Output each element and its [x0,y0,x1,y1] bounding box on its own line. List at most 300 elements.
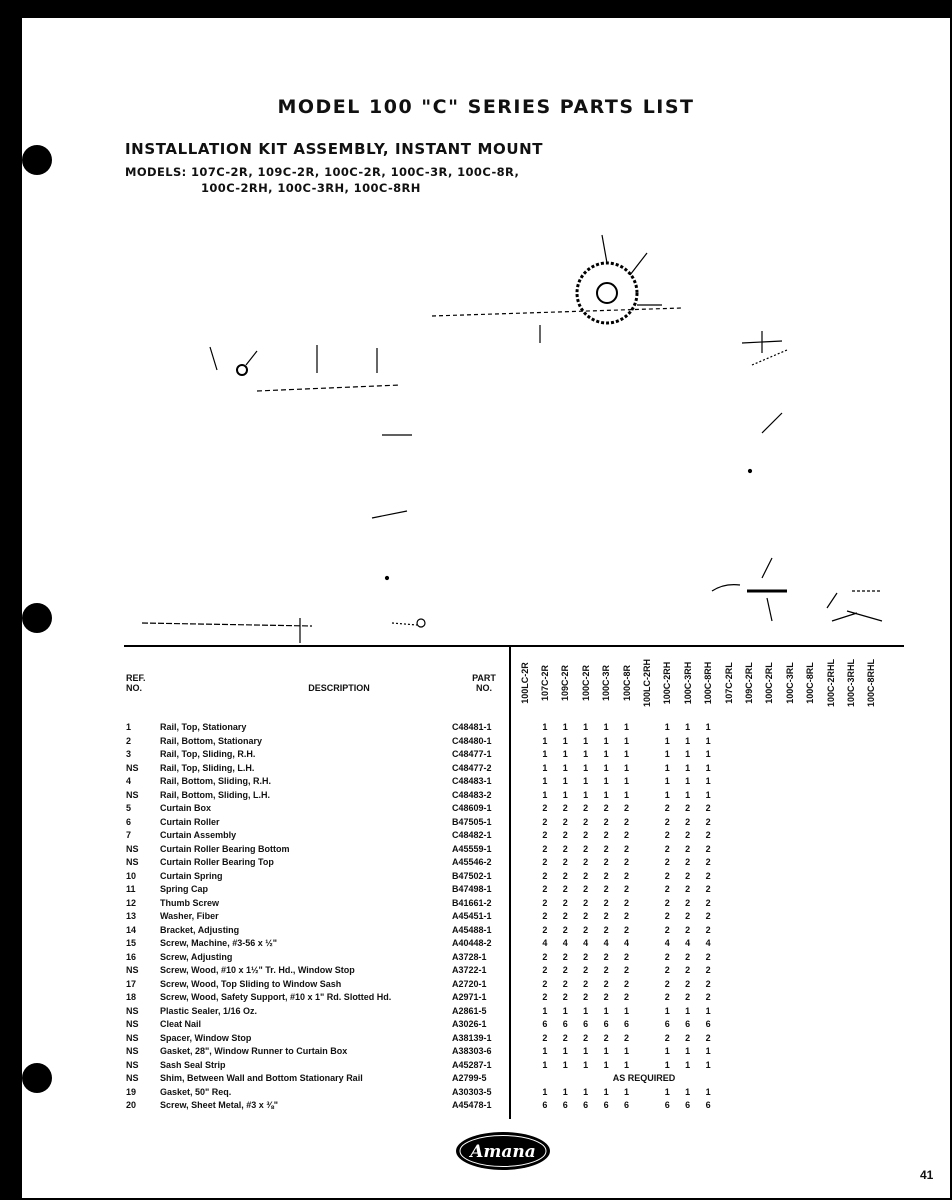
description-cell: Spring Cap [160,884,209,894]
quantity-cell: 1 [542,1046,548,1056]
quantity-cell: 2 [623,897,629,908]
quantity-cell: 1 [705,776,711,786]
quantity-cell: 1 [623,776,629,786]
table-row [124,1032,924,1046]
quantity-cell: 6 [705,1019,711,1029]
quantity-cell: 2 [664,965,670,975]
table-row [124,1086,924,1100]
description-cell: Spacer, Window Stop [160,1032,252,1043]
table-row [124,1072,924,1086]
description-cell: Screw, Machine, #3-56 x ½" [160,938,277,948]
description-cell: Curtain Spring [160,870,223,881]
part-no-cell: C48483-2 [452,789,492,800]
description-cell: Gasket, 50" Req. [160,1086,232,1097]
quantity-cell: 1 [685,762,691,773]
quantity-cell: 1 [685,722,691,732]
quantity-cell: 2 [664,911,670,921]
table-row [124,735,924,749]
ref-no-cell: 6 [126,816,132,827]
quantity-cell: 1 [603,1046,609,1056]
quantity-cell: 2 [603,884,609,894]
description-cell: Rail, Bottom, Sliding, R.H. [160,776,271,786]
models-line-2: 100C-2RH, 100C-3RH, 100C-8RH [201,181,421,195]
quantity-cell: 1 [623,1005,629,1016]
quantity-cell: 1 [664,1046,670,1056]
table-row [124,924,924,938]
quantity-cell: 2 [542,897,548,908]
part-no-cell: A2799-5 [452,1073,487,1083]
quantity-cell: 2 [562,911,568,921]
ref-no-cell: NS [126,1046,139,1056]
quantity-cell: 2 [623,803,629,813]
quantity-cell: 2 [623,951,629,962]
quantity-cell: 2 [562,884,568,894]
quantity-cell: 1 [623,789,629,800]
quantity-cell: 2 [705,803,711,813]
description-cell: Curtain Assembly [160,830,237,840]
quantity-cell: 2 [664,897,670,908]
quantity-cell: 2 [583,803,589,813]
quantity-cell: 2 [542,911,548,921]
ref-no-cell: 11 [126,884,136,894]
ref-no-cell: 12 [126,897,137,908]
quantity-cell: 2 [685,803,691,813]
quantity-cell: 2 [623,843,629,854]
table-row [124,721,924,735]
model-column-header: 100C-8RHL [866,658,877,708]
quantity-cell: 2 [603,843,609,854]
quantity-cell: 2 [685,843,691,854]
quantity-cell: 2 [562,843,568,854]
table-row [124,897,924,911]
quantity-cell: 1 [583,776,589,786]
part-no-cell: A2861-5 [452,1005,487,1016]
table-row [124,789,924,803]
quantity-cell: 4 [583,938,589,948]
model-column-header: 100LC-2RH [641,658,652,708]
table-row [124,964,924,978]
description-cell: Bracket, Adjusting [160,924,240,935]
quantity-cell: 2 [542,978,548,989]
quantity-cell: 2 [542,924,548,935]
quantity-cell: 1 [685,1046,691,1056]
quantity-cell: 6 [562,1019,568,1029]
part-no-cell: A45287-1 [452,1059,492,1070]
quantity-cell: 4 [685,938,691,948]
quantity-cell: 2 [664,1032,670,1043]
quantity-cell: 1 [623,722,629,732]
quantity-cell: 2 [685,816,691,827]
quantity-cell: 2 [603,951,609,962]
ref-no-cell: 3 [126,749,132,759]
quantity-cell: 2 [603,978,609,989]
quantity-cell: 2 [583,951,589,962]
quantity-cell: 6 [562,1100,568,1110]
models-list [125,164,519,196]
quantity-cell: 1 [583,1059,589,1070]
table-row [124,1018,924,1032]
quantity-cell: 2 [603,924,609,935]
quantity-cell: 2 [562,924,568,935]
quantity-cell: 2 [562,870,568,881]
quantity-cell: 2 [583,978,589,989]
quantity-cell: 1 [542,1005,548,1016]
quantity-cell: 2 [623,857,629,867]
quantity-cell: 2 [685,884,691,894]
quantity-cell: 1 [542,1086,548,1097]
ref-no-cell: NS [126,1032,139,1043]
quantity-cell: 1 [685,776,691,786]
exploded-view-diagram [122,213,922,643]
part-no-cell: A45559-1 [452,843,492,854]
description-cell: Curtain Roller Bearing Top [160,857,274,867]
quantity-cell: 2 [562,803,568,813]
ref-no-cell: NS [126,1005,139,1016]
ref-no-cell: 15 [126,938,137,948]
quantity-cell: 2 [685,924,691,935]
quantity-cell: 2 [705,897,711,908]
quantity-cell: 1 [583,1046,589,1056]
quantity-cell: 1 [685,1059,691,1070]
ref-no-cell: NS [126,1073,139,1083]
quantity-cell: 1 [685,1086,691,1097]
table-row [124,1005,924,1019]
ref-no-cell: 16 [126,951,137,962]
part-no-cell: C48477-1 [452,749,492,759]
part-no-cell: A3722-1 [452,965,487,975]
quantity-cell: 2 [542,884,548,894]
quantity-cell: 1 [542,722,548,732]
ref-no-cell: 1 [126,722,132,732]
quantity-cell: 1 [664,735,670,746]
quantity-cell: 2 [664,992,670,1002]
quantity-cell: 2 [705,978,711,989]
quantity-cell: 6 [705,1100,711,1110]
quantity-cell: 2 [664,870,670,881]
quantity-cell: 2 [705,992,711,1002]
quantity-cell: 1 [664,1086,670,1097]
quantity-cell: 2 [562,951,568,962]
table-row [124,870,924,884]
quantity-cell: 2 [685,897,691,908]
table-row [124,978,924,992]
quantity-cell: 1 [562,776,568,786]
ref-no-cell: NS [126,1019,139,1029]
part-no-cell: A3728-1 [452,951,487,962]
quantity-cell: 1 [623,1086,629,1097]
table-row [124,843,924,857]
quantity-cell: 2 [603,911,609,921]
model-column-header: 100C-3R [601,664,612,702]
table-top-rule [124,645,904,647]
ref-no-cell: 10 [126,870,137,881]
ref-no-cell: NS [126,965,139,975]
quantity-cell: 6 [603,1019,609,1029]
part-no-cell: A45546-2 [452,857,492,867]
page-title: MODEL 100 "C" SERIES PARTS LIST [277,96,695,118]
part-no-cell: A2971-1 [452,992,487,1002]
ref-no-cell: NS [126,762,139,773]
quantity-cell: 1 [603,776,609,786]
quantity-cell: 2 [603,1032,609,1043]
quantity-cell: 6 [685,1100,691,1110]
quantity-cell: 1 [542,1059,548,1070]
quantity-cell: 2 [664,978,670,989]
binder-hole-1 [22,145,52,175]
description-cell: Rail, Top, Stationary [160,722,247,732]
description-cell: Washer, Fiber [160,911,219,921]
description-cell: Cleat Nail [160,1019,202,1029]
part-no-cell: A45478-1 [452,1100,492,1110]
part-no-cell: A45451-1 [452,911,492,921]
model-column-header: 100C-8RL [805,662,816,704]
table-row [124,991,924,1005]
quantity-cell: 2 [562,857,568,867]
quantity-cell: 2 [542,870,548,881]
models-line-1: MODELS: 107C-2R, 109C-2R, 100C-2R, 100C-3R, 100C-8R, [125,165,520,179]
quantity-cell: 1 [583,722,589,732]
quantity-cell: 1 [705,1086,711,1097]
amana-logo [454,1130,552,1172]
quantity-cell: 2 [603,816,609,827]
model-column-header: 100C-3RL [784,662,795,704]
ref-no-cell: NS [126,843,139,854]
description-cell: Rail, Top, Sliding, L.H. [160,762,255,773]
quantity-cell: 4 [664,938,670,948]
description-header: DESCRIPTION [308,683,370,693]
table-row [124,816,924,830]
table-row [124,829,924,843]
quantity-cell: 2 [542,830,548,840]
quantity-cell: 1 [705,749,711,759]
quantity-cell: 2 [685,911,691,921]
description-cell: Screw, Adjusting [160,951,233,962]
quantity-cell: 2 [705,951,711,962]
quantity-cell: 2 [705,830,711,840]
quantity-cell: 1 [705,1005,711,1016]
ref-no-cell: 17 [126,978,137,989]
part-no-cell: B47505-1 [452,816,492,827]
model-column-header: 100C-8R [621,664,632,702]
quantity-cell: 2 [542,803,548,813]
quantity-cell: 1 [623,749,629,759]
ref-no-cell: NS [126,1059,139,1070]
quantity-cell: 1 [705,1046,711,1056]
parts-table [124,639,924,1119]
description-cell: Sash Seal Strip [160,1059,226,1070]
quantity-cell: 2 [603,830,609,840]
quantity-cell: 2 [583,1032,589,1043]
description-cell: Rail, Bottom, Stationary [160,735,263,746]
quantity-cell: 1 [705,762,711,773]
part-no-cell: A3026-1 [452,1019,487,1029]
quantity-cell: 2 [583,965,589,975]
quantity-cell: 6 [583,1019,589,1029]
quantity-cell: 2 [603,992,609,1002]
ref-no-cell: 13 [126,911,137,921]
quantity-cell: 1 [562,1059,568,1070]
quantity-cell: 1 [583,1005,589,1016]
part-no-cell: A45488-1 [452,924,492,935]
quantity-cell: 1 [623,762,629,773]
quantity-cell: 1 [664,762,670,773]
ref-no-cell: 5 [126,803,132,813]
quantity-cell: 1 [583,1086,589,1097]
quantity-cell: 2 [603,897,609,908]
quantity-cell: 2 [664,951,670,962]
quantity-cell: 6 [664,1019,670,1029]
quantity-cell: 6 [542,1019,548,1029]
quantity-cell: 2 [583,843,589,854]
ref-no-cell: 20 [126,1100,137,1110]
quantity-cell: 6 [623,1019,629,1029]
quantity-cell: 2 [623,870,629,881]
quantity-cell: 1 [562,1046,568,1056]
quantity-cell: 2 [705,816,711,827]
ref-no-header: REF. NO. [126,673,146,693]
quantity-cell: 2 [583,857,589,867]
quantity-cell: 2 [583,884,589,894]
quantity-cell: 1 [603,1059,609,1070]
quantity-cell: 1 [583,762,589,773]
quantity-cell: 2 [623,924,629,935]
quantity-cell: 2 [705,884,711,894]
part-no-cell: B47502-1 [452,870,492,881]
quantity-cell: 2 [562,1032,568,1043]
quantity-cell: 1 [542,762,548,773]
model-column-header: 100LC-2R [519,662,530,704]
table-row [124,883,924,897]
quantity-cell: 2 [562,992,568,1002]
quantity-cell: 2 [685,857,691,867]
quantity-note-cell: AS REQUIRED [612,1073,676,1083]
quantity-cell: 2 [542,843,548,854]
part-no-cell: C48477-2 [452,762,492,773]
quantity-cell: 2 [583,897,589,908]
quantity-cell: 1 [705,735,711,746]
model-column-header: 100C-2RL [764,662,775,704]
description-cell: Gasket, 28", Window Runner to Curtain Box [160,1046,348,1056]
part-no-cell: C48483-1 [452,776,492,786]
model-column-header: 100C-2R [580,664,591,702]
quantity-cell: 1 [623,1046,629,1056]
quantity-cell: 1 [583,749,589,759]
quantity-cell: 1 [562,1086,568,1097]
description-cell: Rail, Top, Sliding, R.H. [160,749,256,759]
quantity-cell: 1 [562,1005,568,1016]
quantity-cell: 1 [603,735,609,746]
quantity-cell: 2 [685,965,691,975]
quantity-cell: 2 [623,911,629,921]
ref-no-cell: NS [126,789,139,800]
part-no-cell: A40448-2 [452,938,492,948]
quantity-cell: 6 [685,1019,691,1029]
quantity-cell: 2 [562,978,568,989]
quantity-cell: 1 [664,722,670,732]
quantity-cell: 2 [583,924,589,935]
quantity-cell: 2 [705,924,711,935]
quantity-cell: 2 [562,816,568,827]
quantity-cell: 2 [685,1032,691,1043]
part-no-header: PART NO. [472,673,496,693]
quantity-cell: 2 [664,857,670,867]
quantity-cell: 1 [685,735,691,746]
quantity-cell: 2 [562,965,568,975]
quantity-cell: 2 [623,830,629,840]
binder-hole-3 [22,1063,52,1093]
ref-no-cell: 18 [126,992,137,1002]
quantity-cell: 1 [705,722,711,732]
quantity-cell: 1 [664,749,670,759]
model-column-header: 100C-2RHL [825,658,836,708]
ref-no-cell: 14 [126,924,137,935]
quantity-cell: 2 [623,978,629,989]
quantity-cell: 2 [583,816,589,827]
table-row [124,951,924,965]
table-row [124,1099,924,1113]
description-cell: Thumb Screw [160,897,220,908]
description-cell: Curtain Roller Bearing Bottom [160,843,290,854]
quantity-cell: 2 [705,843,711,854]
ref-no-cell: 7 [126,830,132,840]
quantity-cell: 2 [705,1032,711,1043]
quantity-cell: 1 [603,762,609,773]
page-number: 41 [920,1168,934,1182]
quantity-cell: 1 [664,776,670,786]
parts-list-page [22,18,950,1198]
section-subtitle: INSTALLATION KIT ASSEMBLY, INSTANT MOUNT [125,140,544,158]
description-cell: Screw, Wood, #10 x 1½" Tr. Hd., Window Stop [160,965,355,975]
description-cell: Rail, Bottom, Sliding, L.H. [160,789,270,800]
quantity-cell: 4 [705,938,711,948]
quantity-cell: 2 [685,830,691,840]
quantity-cell: 1 [685,789,691,800]
quantity-cell: 2 [542,951,548,962]
quantity-cell: 1 [685,749,691,759]
part-no-cell: A38303-6 [452,1046,492,1056]
binder-hole-2 [22,603,52,633]
quantity-cell: 1 [664,1005,670,1016]
quantity-cell: 2 [664,924,670,935]
quantity-cell: 1 [562,762,568,773]
quantity-cell: 2 [623,884,629,894]
description-cell: Curtain Roller [160,816,220,827]
model-column-header: 107C-2RL [723,662,734,704]
quantity-cell: 2 [664,816,670,827]
model-column-header: 109C-2RL [743,662,754,704]
quantity-cell: 2 [705,965,711,975]
model-column-header: 100C-3RHL [845,658,856,708]
quantity-cell: 4 [542,938,548,948]
quantity-cell: 2 [583,911,589,921]
description-cell: Screw, Wood, Safety Support, #10 x 1" Rd. Slotted Hd. [160,992,392,1002]
quantity-cell: 2 [705,857,711,867]
table-row [124,775,924,789]
description-cell: Plastic Sealer, 1/16 Oz. [160,1005,258,1016]
part-no-cell: C48482-1 [452,830,492,840]
quantity-cell: 1 [603,1086,609,1097]
table-row [124,937,924,951]
quantity-cell: 1 [603,722,609,732]
ref-no-cell: NS [126,857,139,867]
quantity-cell: 2 [542,992,548,1002]
description-cell: Curtain Box [160,803,212,813]
quantity-cell: 1 [603,789,609,800]
quantity-cell: 2 [542,1032,548,1043]
quantity-cell: 2 [583,870,589,881]
quantity-cell: 2 [603,803,609,813]
quantity-cell: 1 [562,722,568,732]
